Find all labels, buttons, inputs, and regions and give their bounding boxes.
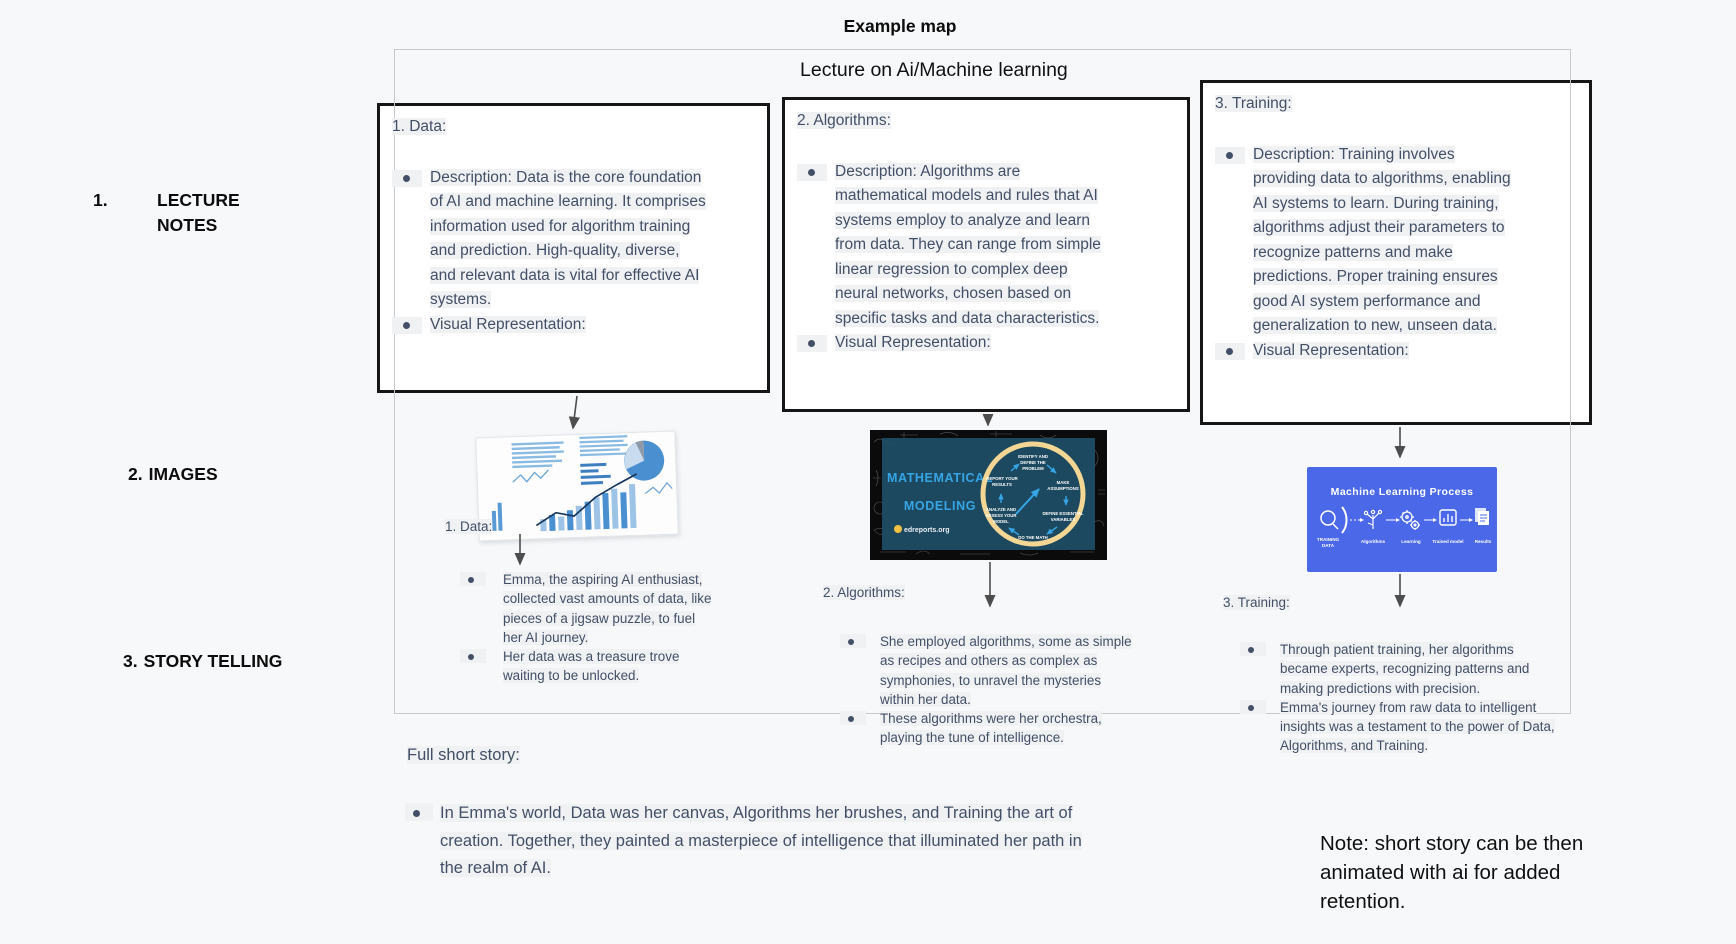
charts-illustration [475, 431, 676, 540]
note-bullet-description: Description: Algorithms are mathematical models and rules that AI systems employ to analyze and learn from data. They can range from simple linear regression to complex deep neural networks, chosen based on specific tasks and data characteristics. [797, 160, 1177, 332]
svg-text:MODEL: MODEL [993, 519, 1009, 524]
bullet-dot-icon [840, 632, 880, 709]
note-box-data[interactable] [377, 103, 770, 393]
row-label-text: LECTURE NOTES [157, 190, 240, 235]
mathematical-modeling-image[interactable] [870, 430, 1107, 560]
story-bullet: These algorithms were her orchestra, playing the tune of intelligence. [840, 709, 1138, 748]
row-label-story-telling [123, 649, 282, 674]
svg-text:PROBLEM: PROBLEM [1022, 466, 1044, 471]
image-caption-algorithms: 2. Algorithms: [823, 585, 905, 600]
bullet-dot-icon [797, 160, 835, 332]
bullet-dot-icon [840, 709, 880, 748]
animation-note: Note: short story can be then animated with ai for added retention. [1320, 832, 1584, 913]
svg-text:TRAINING: TRAINING [1316, 537, 1340, 542]
bullet-dot-icon [460, 647, 503, 686]
svg-text:ANALYZE AND: ANALYZE AND [985, 507, 1017, 512]
bullet-dot-icon [1215, 143, 1253, 339]
svg-text:DEFINE ESSENTIAL: DEFINE ESSENTIAL [1042, 511, 1084, 516]
svg-text:MAKE: MAKE [1056, 480, 1070, 485]
ml-title: Machine Learning Process [1330, 486, 1474, 498]
story-block-training [1240, 640, 1558, 756]
bullet-dot-icon [392, 166, 430, 313]
arrow-notes1-to-image1 [573, 396, 577, 428]
bullet-dot-icon [1240, 698, 1280, 756]
story-bullet: She employed algorithms, some as simple as recipes and others as complex as symphonies, to unravel the mysteries within her data. [840, 632, 1138, 709]
note-bullet-description: Description: Training involves providing data to algorithms, enabling AI systems to learn. During training, algorithms adjust their parameters to recognize patterns and make predictions. Proper training ensures good AI system performance and generalization to new, unseen data. [1215, 143, 1579, 339]
svg-text:IDENTIFY AND: IDENTIFY AND [1018, 454, 1048, 459]
modeling-title-line1: MATHEMATICAL [886, 471, 994, 485]
bullet-dot-icon [1215, 339, 1253, 369]
svg-text:Results: Results [1474, 539, 1492, 544]
story-block-algorithms [840, 632, 1138, 748]
image-caption-data: 1. Data: [445, 519, 493, 534]
svg-text:RESULTS: RESULTS [992, 482, 1012, 487]
full-story-block [405, 800, 1100, 883]
story-bullet: Emma, the aspiring AI enthusiast, collected vast amounts of data, like pieces of a jigsaw puzzle, to fuel her AI journey. [460, 570, 715, 647]
full-story-heading: Full short story: [407, 746, 520, 764]
row-label-images [128, 462, 218, 487]
note-box-algorithms[interactable] [782, 97, 1190, 412]
note-bullet-visual: Visual Representation: [797, 331, 1177, 361]
row-label-lecture-notes [93, 188, 273, 238]
data-charts-photo[interactable] [475, 431, 676, 540]
svg-text:ASSUMPTIONS: ASSUMPTIONS [1047, 486, 1079, 491]
image-caption-training: 3. Training: [1223, 595, 1290, 610]
note-box-training[interactable] [1200, 80, 1592, 425]
svg-text:REPORT YOUR: REPORT YOUR [986, 476, 1018, 481]
story-bullet: Emma's journey from raw data to intelligent insights was a testament to the power of Data, Algorithms, and Training. [1240, 698, 1558, 756]
note-heading: 1. Data: [392, 118, 447, 135]
svg-text:edreports.org: edreports.org [904, 527, 950, 534]
svg-text:Trained model: Trained model [1432, 539, 1464, 544]
row-label-number: 2. [128, 464, 143, 484]
svg-text:DO THE MATH: DO THE MATH [1018, 535, 1048, 540]
row-label-number: 1. [93, 190, 108, 210]
row-label-text: STORY TELLING [143, 651, 283, 671]
row-label-text: IMAGES [148, 464, 218, 484]
bullet-dot-icon [1240, 640, 1280, 698]
page-title: Example map [843, 16, 957, 36]
note-bullet-visual: Visual Representation: [392, 313, 757, 343]
bullet-dot-icon [405, 800, 440, 883]
bullet-dot-icon [392, 313, 430, 343]
full-story-bullet: In Emma's world, Data was her canvas, Algorithms her brushes, and Training the art of creation. Together, they painted a masterpiece of intelligence that illuminated her path in the realm of AI. [405, 800, 1100, 883]
note-heading: 3. Training: [1215, 95, 1292, 112]
story-bullet: Her data was a treasure trove waiting to be unlocked. [460, 647, 715, 686]
svg-text:DEFINE THE: DEFINE THE [1020, 460, 1046, 465]
bullet-dot-icon [797, 331, 835, 361]
note-heading: 2. Algorithms: [797, 112, 891, 129]
modeling-title-line2: MODELING [903, 499, 977, 513]
svg-text:DATA: DATA [1321, 543, 1335, 548]
lecture-title: Lecture on Ai/Machine learning [800, 59, 1068, 81]
story-bullet: Through patient training, her algorithms became experts, recognizing patterns and making predictions with precision. [1240, 640, 1558, 698]
svg-text:ASSESS YOUR: ASSESS YOUR [985, 513, 1017, 518]
machine-learning-process-image[interactable] [1307, 467, 1497, 572]
note-bullet-visual: Visual Representation: [1215, 339, 1579, 369]
svg-text:Algorithms: Algorithms [1360, 539, 1386, 544]
note-bullet-description: Description: Data is the core foundation of AI and machine learning. It comprises information used for algorithm training and prediction. High-quality, diverse, and relevant data is vital for effective AI systems. [392, 166, 757, 313]
svg-text:VARIABLES: VARIABLES [1050, 517, 1076, 522]
story-block-data [460, 570, 715, 686]
svg-text:Learning: Learning [1401, 539, 1421, 544]
bullet-dot-icon [460, 570, 503, 647]
row-label-number: 3. [123, 651, 138, 671]
